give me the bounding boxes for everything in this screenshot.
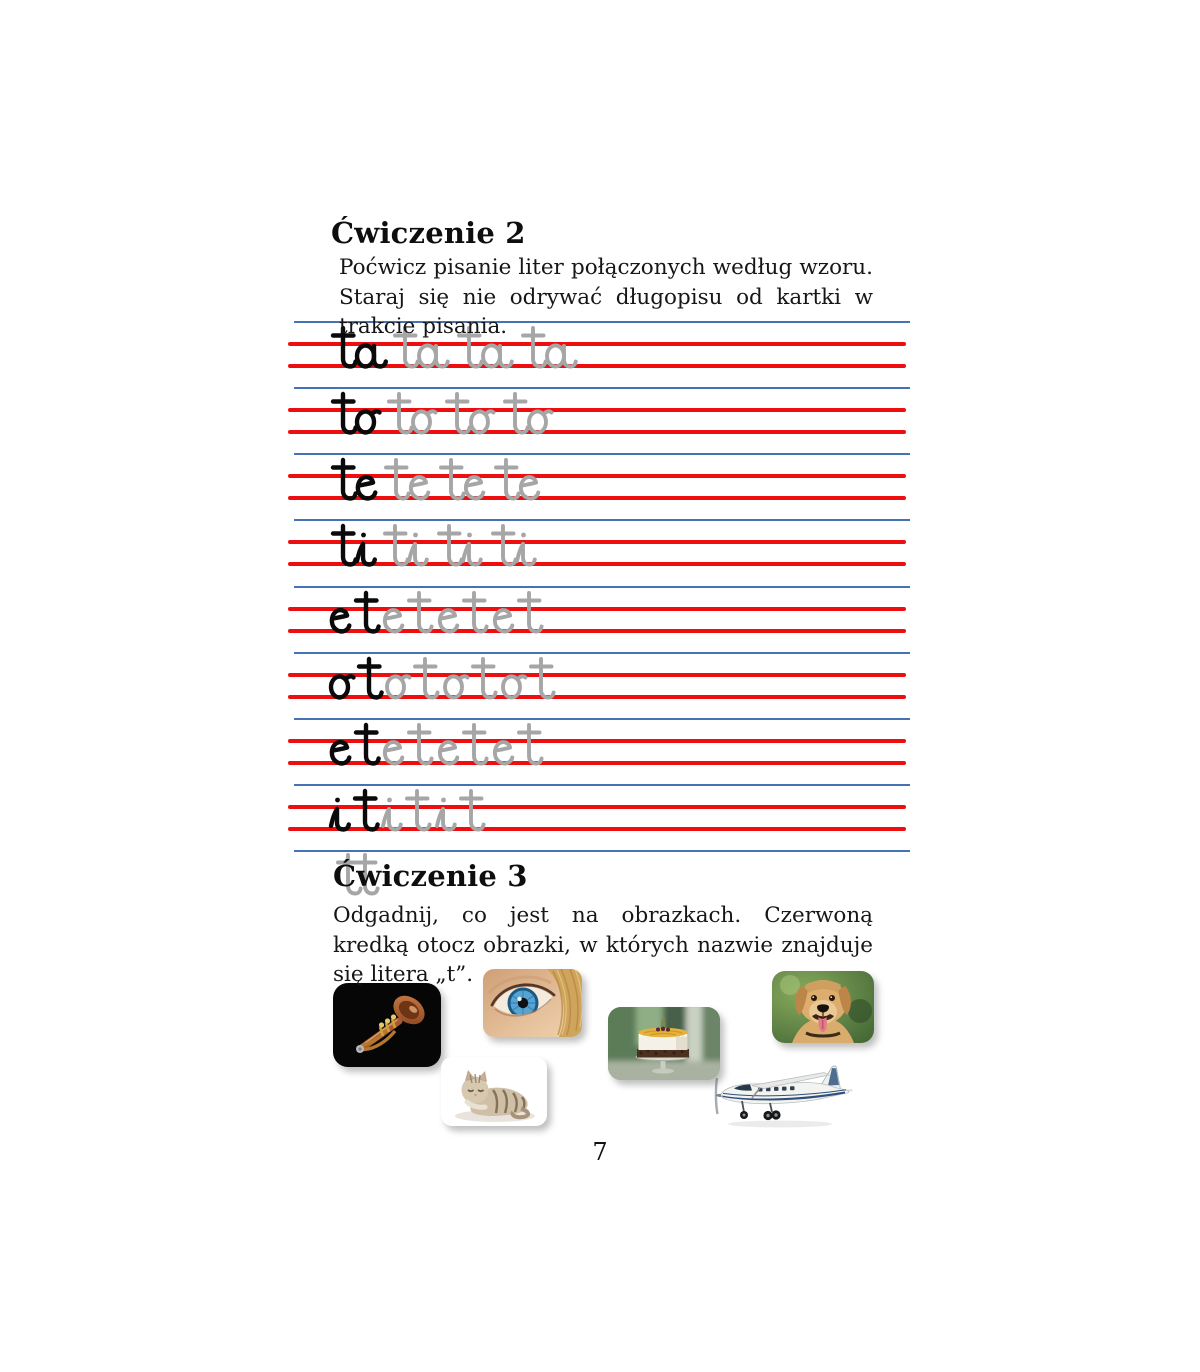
ruled-line-red — [288, 827, 906, 831]
cake-icon — [608, 1007, 720, 1080]
ruled-line-red — [288, 805, 906, 809]
practice-row — [294, 653, 910, 721]
ruled-line-blue — [294, 718, 910, 720]
practice-row — [294, 785, 910, 853]
cake-image — [608, 1007, 720, 1080]
ruled-line-red — [288, 364, 906, 368]
ruled-line-red — [288, 474, 906, 478]
exercise2-instructions: Poćwicz pisanie liter połączonych według wzoru. Staraj się nie odrywać długopisu od kartki w trakcie pisania. — [339, 255, 873, 339]
ruled-line-blue — [294, 652, 910, 654]
practice-row — [294, 454, 910, 522]
ruled-line-blue — [294, 519, 910, 521]
ruled-line-red — [288, 761, 906, 765]
practice-row — [294, 719, 910, 787]
airplane-icon — [708, 1060, 858, 1130]
ruled-line-blue — [294, 387, 910, 389]
ruled-line-red — [288, 629, 906, 633]
exercise2-title: Ćwiczenie 2 — [331, 216, 526, 250]
practice-row — [294, 388, 910, 456]
trumpet-image — [333, 983, 441, 1067]
exercise3-title: Ćwiczenie 3 — [333, 859, 528, 893]
practice-row — [294, 587, 910, 655]
ruled-line-blue — [294, 784, 910, 786]
ruled-line-blue — [294, 453, 910, 455]
trumpet-icon — [333, 983, 441, 1067]
ruled-line-red — [288, 607, 906, 611]
exercise3-instructions: Odgadnij, co jest na obrazkach. Czerwoną kredką otocz obrazki, w których nazwie znajduje się litera „t”. — [333, 903, 873, 987]
ruled-line-red — [288, 739, 906, 743]
ruled-line-red — [288, 430, 906, 434]
practice-row — [294, 520, 910, 588]
ruled-line-red — [288, 673, 906, 677]
cat-icon — [441, 1057, 547, 1126]
page-number: 7 — [592, 1138, 608, 1166]
ruled-line-red — [288, 562, 906, 566]
ruled-line-red — [288, 695, 906, 699]
ruled-line-red — [288, 496, 906, 500]
ruled-line-red — [288, 408, 906, 412]
airplane-image — [708, 1060, 858, 1130]
handwriting-practice-grid — [294, 322, 910, 853]
ruled-line-red — [288, 342, 906, 346]
ruled-line-red — [288, 540, 906, 544]
ruled-line-blue — [294, 586, 910, 588]
cat-image — [441, 1057, 547, 1126]
